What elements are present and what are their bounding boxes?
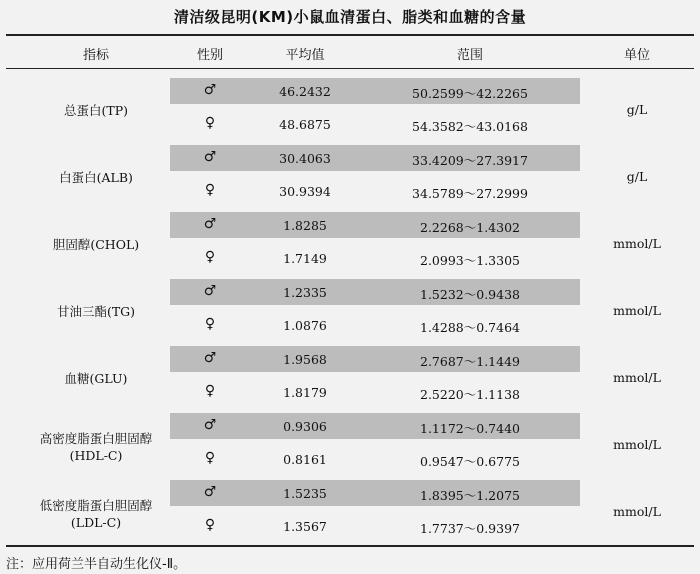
indicator-abbrev: (HDL-C) bbox=[69, 448, 123, 463]
range-value: 1.4288～0.7464 bbox=[420, 320, 520, 335]
range-value: 1.8395～1.2075 bbox=[420, 488, 520, 503]
indicator-name: 白蛋白(ALB) bbox=[59, 170, 133, 185]
indicator-name: 低密度脂蛋白胆固醇 bbox=[39, 498, 153, 513]
unit-value: mmol/L bbox=[613, 504, 661, 519]
mean-value: 30.4063 bbox=[279, 151, 331, 166]
mean-value: 1.8285 bbox=[283, 218, 327, 233]
indicator-name: 胆固醇(CHOL) bbox=[52, 237, 140, 252]
mean-value: 1.8179 bbox=[283, 385, 327, 400]
header-mean: 平均值 bbox=[285, 48, 325, 63]
mean-value: 48.6875 bbox=[279, 117, 331, 132]
mean-value: 1.0876 bbox=[283, 318, 327, 333]
range-value: 1.7737～0.9397 bbox=[420, 521, 520, 536]
range-value: 0.9547～0.6775 bbox=[420, 454, 520, 469]
mean-value: 0.9306 bbox=[283, 419, 327, 434]
top-rule bbox=[6, 34, 694, 36]
header-sex: 性别 bbox=[196, 48, 223, 63]
range-value: 1.1172～0.7440 bbox=[420, 421, 520, 436]
range-value: 1.5232～0.9438 bbox=[420, 287, 520, 302]
unit-value: g/L bbox=[626, 169, 648, 184]
sex-female-symbol: ♀ bbox=[204, 115, 216, 131]
sex-female-symbol: ♀ bbox=[204, 450, 216, 466]
sex-female-symbol: ♀ bbox=[204, 383, 216, 399]
sex-male-symbol: ♂ bbox=[203, 350, 217, 366]
sex-male-symbol: ♂ bbox=[203, 149, 217, 165]
sex-male-symbol: ♂ bbox=[203, 484, 217, 500]
unit-value: g/L bbox=[626, 102, 648, 117]
mean-value: 1.5235 bbox=[283, 486, 327, 501]
table-title: 清洁级昆明(KM)小鼠血清蛋白、脂类和血糖的含量 bbox=[173, 8, 527, 26]
header-indicator: 指标 bbox=[82, 48, 109, 63]
unit-value: mmol/L bbox=[613, 303, 661, 318]
range-value: 2.0993～1.3305 bbox=[420, 253, 520, 268]
mean-value: 1.7149 bbox=[283, 251, 327, 266]
range-value: 2.5220～1.1138 bbox=[420, 387, 520, 402]
header-range: 范围 bbox=[456, 48, 483, 63]
mean-value: 30.9394 bbox=[279, 184, 331, 199]
unit-value: mmol/L bbox=[613, 437, 661, 452]
range-value: 33.4209～27.3917 bbox=[412, 153, 528, 168]
range-value: 54.3582～43.0168 bbox=[412, 119, 528, 134]
range-value: 2.2268～1.4302 bbox=[420, 220, 520, 235]
indicator-name: 血糖(GLU) bbox=[64, 371, 128, 386]
sex-male-symbol: ♂ bbox=[203, 417, 217, 433]
mean-value: 1.3567 bbox=[283, 519, 327, 534]
unit-value: mmol/L bbox=[613, 370, 661, 385]
sex-female-symbol: ♀ bbox=[204, 182, 216, 198]
sex-male-symbol: ♂ bbox=[203, 283, 217, 299]
range-value: 34.5789～27.2999 bbox=[412, 186, 528, 201]
indicator-name: 甘油三酯(TG) bbox=[56, 304, 136, 319]
header-unit: 单位 bbox=[623, 48, 650, 63]
sex-male-symbol: ♂ bbox=[203, 82, 217, 98]
mean-value: 1.9568 bbox=[283, 352, 327, 367]
indicator-name: 高密度脂蛋白胆固醇 bbox=[39, 431, 153, 446]
range-value: 2.7687～1.1449 bbox=[420, 354, 520, 369]
unit-value: mmol/L bbox=[613, 236, 661, 251]
range-value: 50.2599～42.2265 bbox=[412, 86, 528, 101]
indicator-abbrev: (LDL-C) bbox=[70, 515, 122, 530]
mean-value: 1.2335 bbox=[283, 285, 327, 300]
indicator-name: 总蛋白(TP) bbox=[63, 103, 128, 118]
mean-value: 46.2432 bbox=[279, 84, 331, 99]
sex-female-symbol: ♀ bbox=[204, 517, 216, 533]
mean-value: 0.8161 bbox=[283, 452, 327, 467]
sex-male-symbol: ♂ bbox=[203, 216, 217, 232]
header-rule bbox=[6, 68, 694, 69]
bottom-rule bbox=[6, 545, 694, 547]
sex-female-symbol: ♀ bbox=[204, 249, 216, 265]
sex-female-symbol: ♀ bbox=[204, 316, 216, 332]
table-note: 注：应用荷兰半自动生化仪-Ⅱ。 bbox=[6, 557, 187, 572]
